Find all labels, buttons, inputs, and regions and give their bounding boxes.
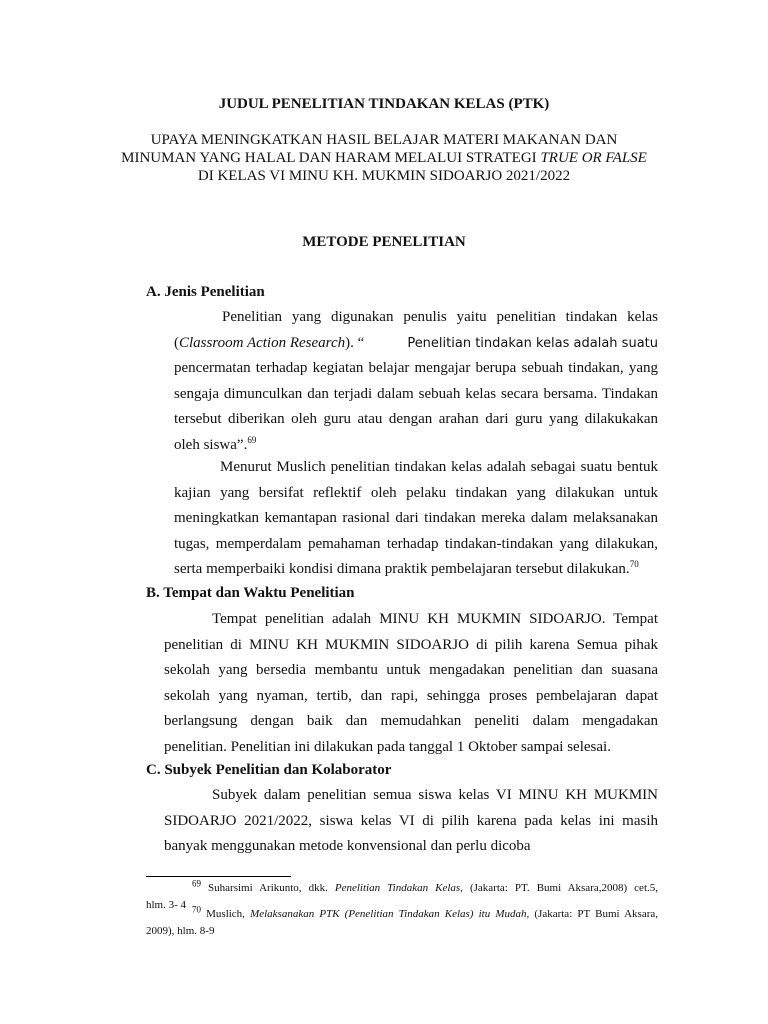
para-line: meningkatkan kemantapan rasional dari tindakan mereka dalam melaksanakan (174, 510, 658, 527)
document-title: JUDUL PENELITIAN TINDAKAN KELAS (PTK) (218, 96, 550, 112)
quote-close: ”. (236, 436, 248, 453)
para-line-part (174, 331, 364, 357)
research-subtitle (0, 131, 768, 185)
footnote-book-title: Penelitian Tindakan Kelas, (334, 882, 463, 894)
footnote-text: (Jakarta: PT Bumi Aksara, (529, 908, 659, 920)
para-line: sekolah yang bersedia membantu untuk mengadakan penelitian dan suasana (164, 662, 658, 679)
subtitle-line-1: UPAYA MENINGKATKAN HASIL BELAJAR MATERI MAKANAN DAN (150, 132, 618, 148)
footnote-line (146, 906, 658, 923)
para-line: tugas, memperdalam pemahaman terhadap tindakan-tindakan yang dilakukan, (174, 535, 658, 552)
para-line: tersebut diberikan oleh guru atau dengan arahan dari guru yang dilakukakan (174, 411, 658, 428)
footnote-number: 70 (192, 904, 201, 915)
para-line: Subyek dalam penelitian semua siswa kelas VI MINU KH MUKMIN (212, 787, 658, 803)
subtitle-line-2-text: MINUMAN YANG HALAL DAN HARAM MELALUI STRATEGI (121, 150, 541, 166)
quote-text-sans: Penelitian tindakan kelas adalah suatu (407, 335, 658, 351)
para-line: SIDOARJO 2021/2022, siswa kelas VI di pilih karena pada kelas ini masih (164, 812, 658, 829)
paragraph-jenis-penelitian-1 (174, 305, 658, 459)
para-line: pencermatan terhadap kegiatan belajar mengajar berupa sebuah tindakan, yang (174, 360, 658, 377)
paren-open: ( (174, 334, 179, 351)
para-line-text: oleh siswa (174, 436, 237, 453)
subtitle-line-3: DI KELAS VI MINU KH. MUKMIN SIDOARJO 2021/2022 (197, 168, 571, 184)
para-line: sengaja dimunculkan dan terjadi dalam sebuah kelas secara bersama. Tindakan (174, 385, 658, 402)
footnote-text: Suharsimi Arikunto, dkk. (201, 882, 335, 894)
footnote-text: Muslich, (201, 908, 251, 920)
para-line: kajian yang bersifat reflektif oleh pelaku tindakan yang dilakukan untuk (174, 484, 658, 501)
para-line (174, 331, 658, 357)
para-line: Menurut Muslich penelitian tindakan kelas adalah sebagai suatu bentuk (220, 459, 658, 475)
para-line: sekolah yang nyaman, tertib, dan rapi, sehingga proses pembelajaran dapat (164, 687, 658, 704)
paragraph-subyek (164, 783, 658, 860)
para-line: penelitian. Penelitian ini dilakukan pada tanggal 1 Oktober sampai selesai. (164, 738, 611, 755)
paragraph-jenis-penelitian-2 (174, 455, 658, 583)
footnote-line (146, 880, 658, 897)
section-title: METODE PENELITIAN (302, 234, 466, 250)
para-line (174, 557, 658, 583)
subtitle-line-2 (0, 149, 768, 167)
para-line: berlangsung dengan baik dan memudahkan peneliti dalam mengadakan (164, 713, 658, 730)
heading-jenis-penelitian: A. Jenis Penelitian (146, 284, 265, 300)
heading-subyek-kolaborator: C. Subyek Penelitian dan Kolaborator (146, 762, 392, 778)
footnote-70 (146, 906, 658, 940)
footnote-text: (Jakarta: PT. Bumi Aksara,2008) cet.5, (462, 882, 658, 894)
para-line-text: serta memperbaiki kondisi dimana praktik pembelajaran tersebut dilakukan. (174, 561, 630, 578)
footnote-line: 2009), hlm. 8-9 (146, 925, 215, 937)
subtitle-italic-strategy: TRUE OR FALSE (540, 150, 647, 166)
footnote-book-title: Melaksanakan PTK (Penelitian Tindakan Kelas) itu Mudah, (250, 908, 530, 920)
footnote-ref-70[interactable]: 70 (629, 559, 639, 570)
paragraph-tempat-waktu (164, 607, 658, 761)
footnote-line: hlm. 3- 4 (146, 899, 187, 911)
para-line: banyak menggunakan metode konvensional dan perlu dicoba (164, 838, 531, 855)
italic-classroom-action-research: Classroom Action Research (179, 334, 346, 351)
footnote-ref-69[interactable]: 69 (247, 434, 257, 445)
heading-tempat-waktu: B. Tempat dan Waktu Penelitian (146, 585, 355, 601)
paren-close: ). “ (345, 334, 365, 351)
footnote-number: 69 (192, 878, 201, 889)
para-line: Tempat penelitian adalah MINU KH MUKMIN SIDOARJO. Tempat (212, 611, 658, 627)
footnote-divider (146, 876, 291, 877)
para-line: penelitian di MINU KH MUKMIN SIDOARJO di pilih karena Semua pihak (164, 636, 658, 653)
para-line: Penelitian yang digunakan penulis yaitu penelitian tindakan kelas (222, 309, 658, 325)
